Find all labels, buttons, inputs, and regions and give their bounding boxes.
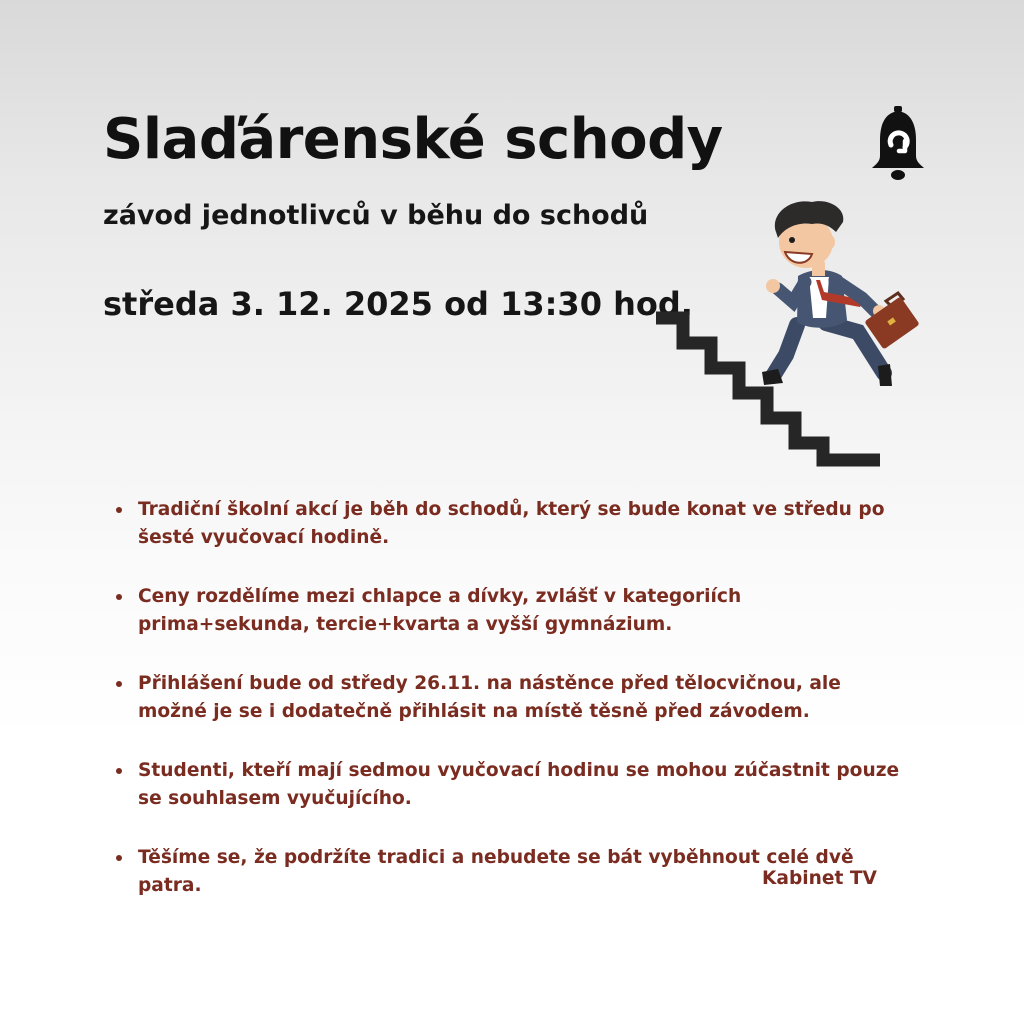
bullet [116, 681, 122, 687]
bullet [116, 594, 122, 600]
businessman-running-stairs-illustration [650, 195, 930, 470]
list-item [116, 583, 916, 639]
poster-subtitle: závod jednotlivců v běhu do schodů [103, 200, 649, 231]
list-item [116, 757, 916, 813]
info-text: Těšíme se, že podržíte tradici a nebudete se bát vyběhnout celé dvě patra. [138, 847, 854, 896]
bullet [116, 507, 122, 513]
list-item [116, 670, 916, 726]
list-item [116, 496, 916, 552]
bullet [116, 768, 122, 774]
info-text: Tradiční školní akcí je běh do schodů, který se bude konat ve středu po šesté vyučovací hodině. [138, 499, 885, 548]
info-text: Studenti, kteří mají sedmou vyučovací hodinu se mohou zúčastnit pouze se souhlasem vyučujícího. [138, 760, 900, 809]
bullet [116, 855, 122, 861]
info-text: Přihlášení bude od středy 26.11. na nástěnce před tělocvičnou, ale možné je se i dodatečně přihlásit na místě těsně před závodem. [138, 673, 841, 722]
event-date: středa 3. 12. 2025 od 13:30 hod. [103, 285, 693, 323]
signature: Kabinet TV [762, 868, 877, 889]
poster-title: Slaďárenské schody [103, 107, 723, 172]
info-text: Ceny rozdělíme mezi chlapce a dívky, zvlášť v kategoriích prima+sekunda, tercie+kvarta a vyšší gymnázium. [138, 586, 742, 635]
info-list [116, 496, 916, 931]
bell-g-logo-icon [868, 104, 928, 182]
